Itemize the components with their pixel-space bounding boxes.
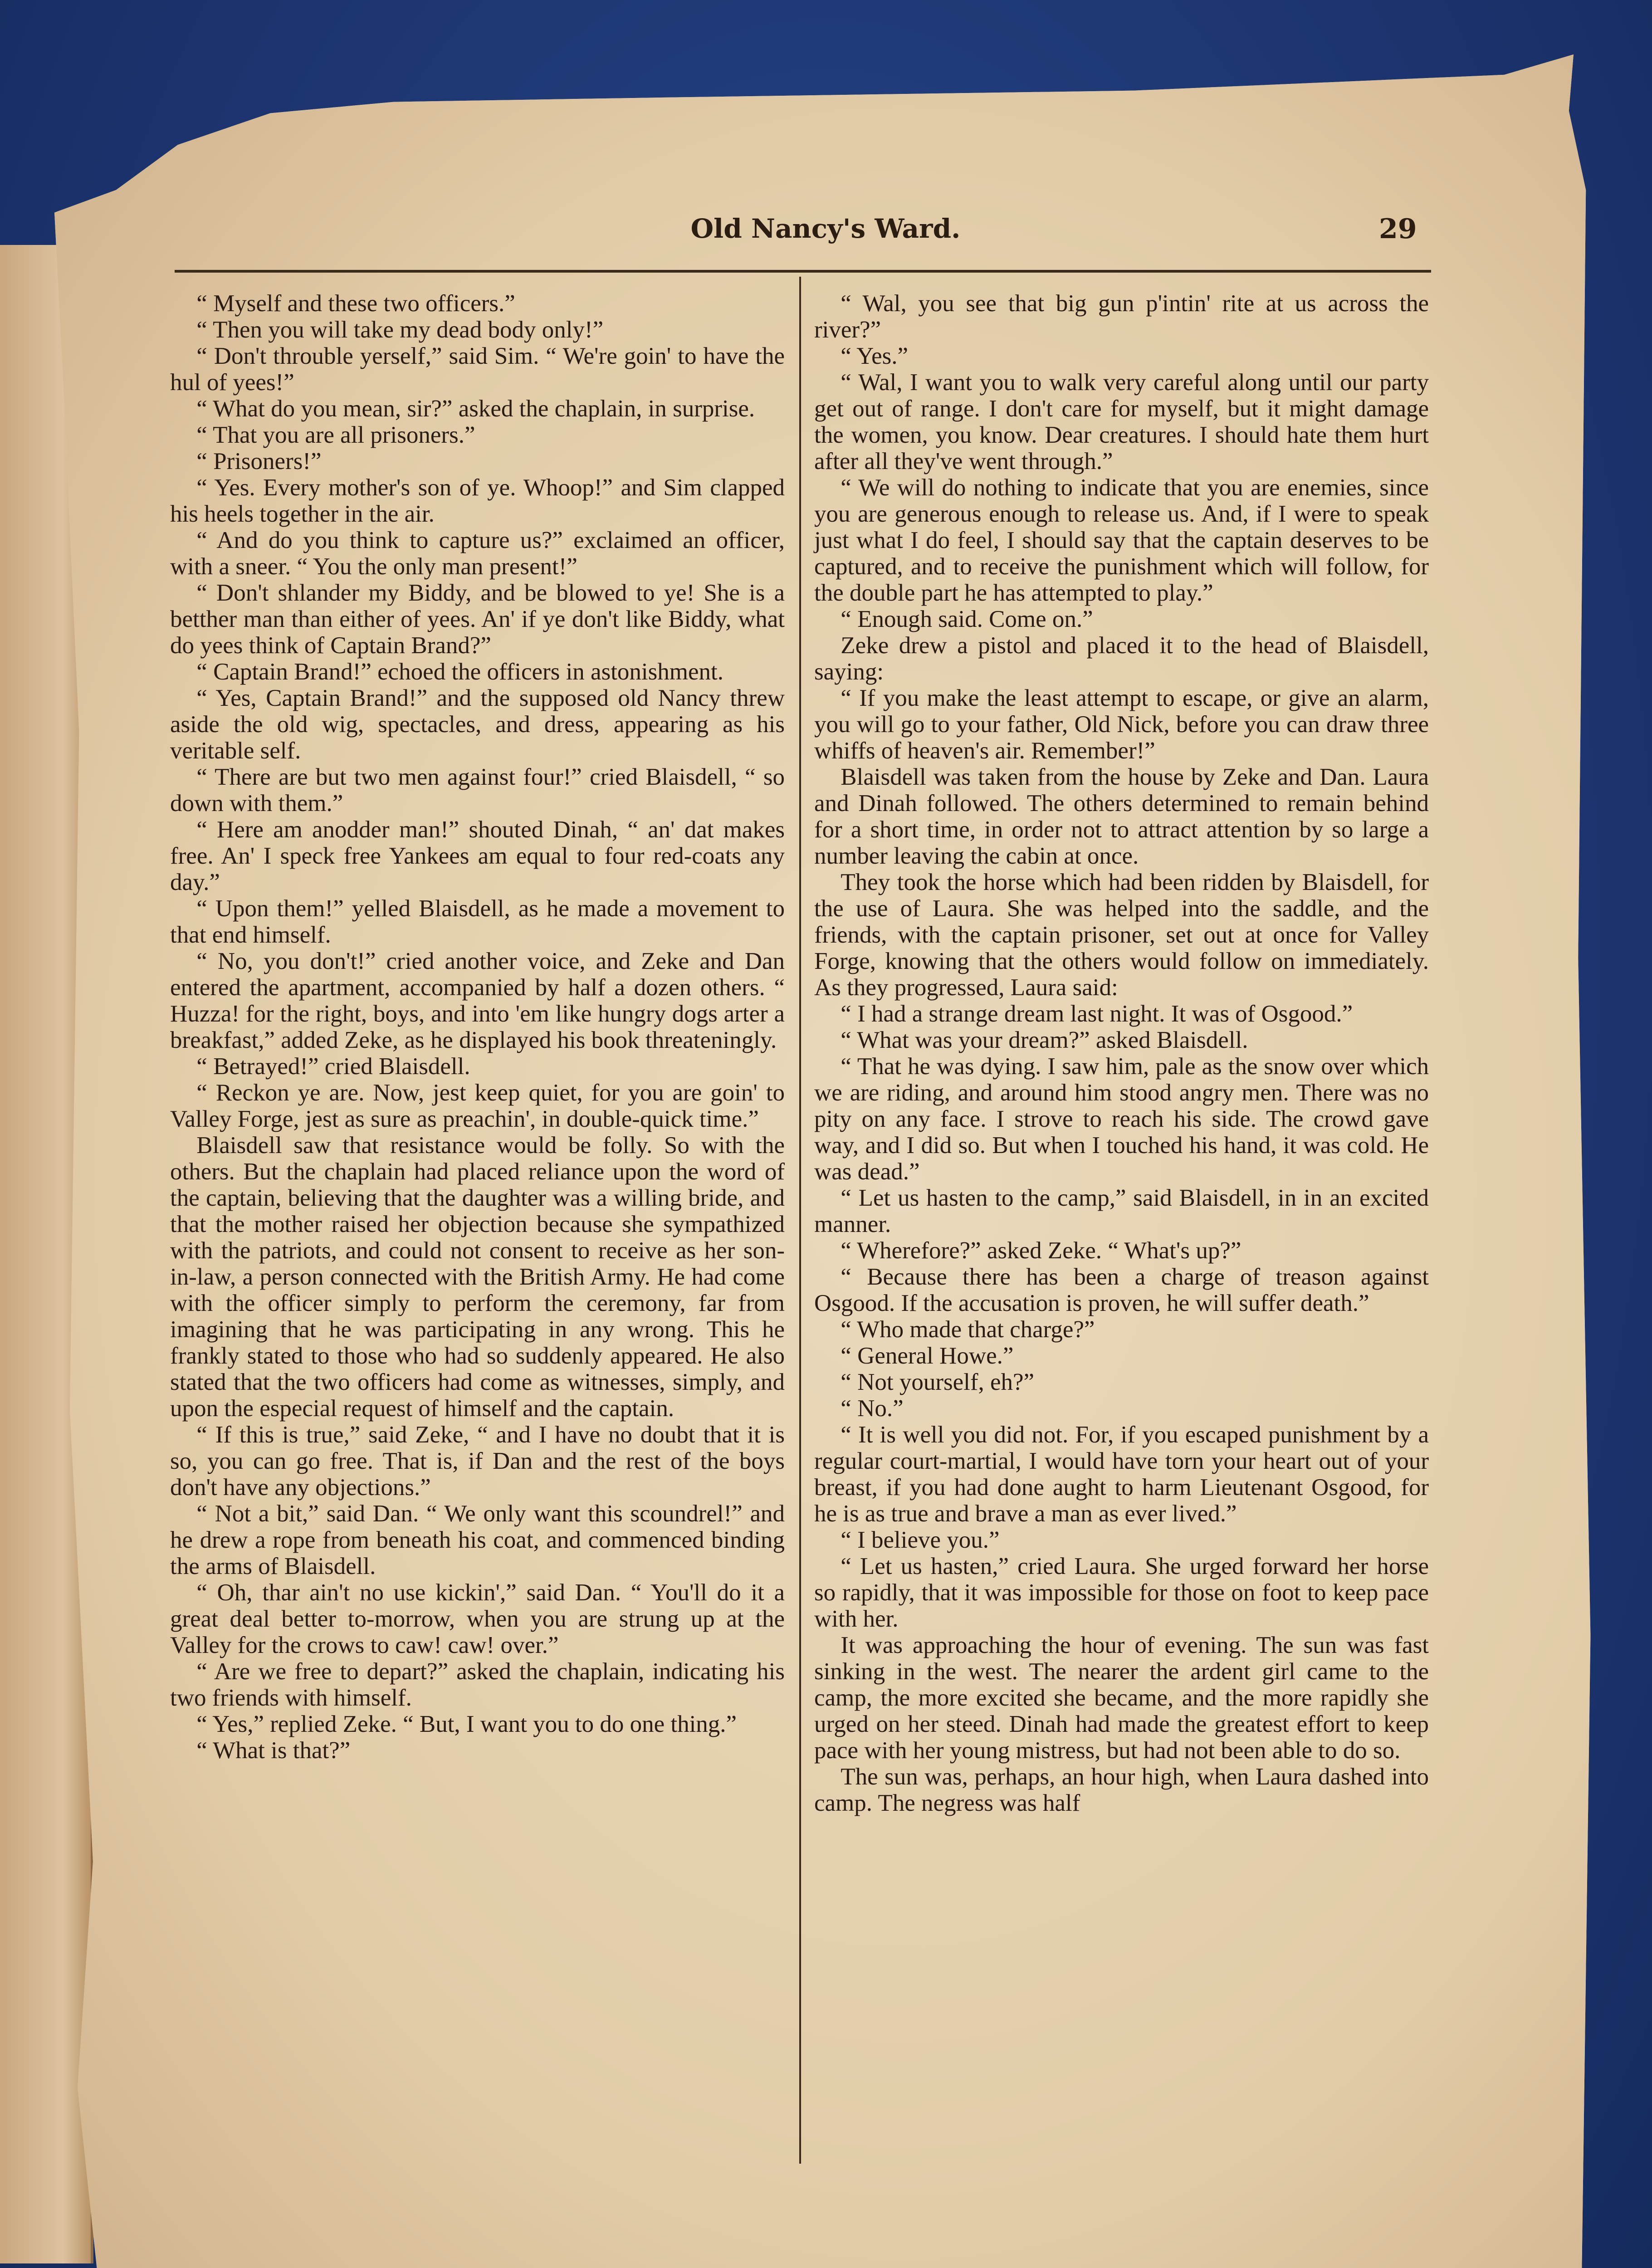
paragraph: “ Yes, Captain Brand!” and the supposed old Nancy threw aside the old wig, spectacles, and dress, appearing as his veritable self. bbox=[170, 685, 785, 764]
paragraph: “ If this is true,” said Zeke, “ and I have no doubt that it is so, you can go free. That is, if Dan and the rest of the boys don't have any objections.” bbox=[170, 1422, 785, 1501]
paragraph: Blaisdell was taken from the house by Zeke and Dan. Laura and Dinah followed. The others determined to remain behind for a short time, in order not to attract attention by so large a number leaving the cabin at once. bbox=[814, 764, 1429, 869]
page-number: 29 bbox=[1379, 213, 1417, 245]
paragraph: “ Myself and these two officers.” bbox=[196, 290, 515, 317]
paragraph: “ Yes,” replied Zeke. “ But, I want you to do one thing.” bbox=[196, 1711, 737, 1737]
paragraph: “ Not yourself, eh?” bbox=[841, 1369, 1035, 1395]
paragraph: “ Betrayed!” cried Blaisdell. bbox=[196, 1053, 470, 1080]
paragraph: “ We will do nothing to indicate that you are enemies, since you are generous enough to release us. And, if I were to speak just what I do feel, I should say that the captain deserves to be captured, and to receive the punishment which will follow, for the double part he has attempted to play.” bbox=[814, 474, 1429, 606]
paragraph: “ It is well you did not. For, if you escaped punishment by a regular court-martial, I would have torn your heart out of your breast, if you had done aught to harm Lieutenant Osgood, for he is as true and brave a man as ever lived.” bbox=[814, 1422, 1429, 1527]
paragraph: “ That you are all prisoners.” bbox=[196, 422, 475, 448]
paragraph: “ Because there has been a charge of treason against Osgood. If the accusation is proven, he will suffer death.” bbox=[814, 1264, 1429, 1316]
paragraph: “ What do you mean, sir?” asked the chaplain, in surprise. bbox=[196, 396, 755, 422]
paragraph: “ That he was dying. I saw him, pale as the snow over which we are riding, and around him stood angry men. There was no pity on any face. I strove to reach his side. The crowd gave way, and I did so. But when I touched his hand, it was cold. He was dead.” bbox=[814, 1053, 1429, 1185]
paragraph: “ No, you don't!” cried another voice, and Zeke and Dan entered the apartment, accompanied by half a dozen others. “ Huzza! for the right, boys, and into 'em like hungry dogs arter a breakfast,” added Zeke, as he displayed his book threateningly. bbox=[170, 948, 785, 1053]
paragraph: “ Then you will take my dead body only!” bbox=[196, 317, 604, 343]
header-rule bbox=[175, 270, 1431, 273]
paragraph: “ Prisoners!” bbox=[196, 448, 322, 474]
column-rule bbox=[799, 277, 801, 2164]
paragraph: “ Wal, I want you to walk very careful along until our party get out of range. I don't care for myself, but it might damage the women, you know. Dear creatures. I should hate them hurt after all they've went through.” bbox=[814, 369, 1429, 474]
paragraph: “ Not a bit,” said Dan. “ We only want this scoundrel!” and he drew a rope from beneath his coat, and commenced binding the arms of Blaisdell. bbox=[170, 1501, 785, 1579]
text-column-left bbox=[170, 290, 785, 1764]
paragraph: “ If you make the least attempt to escape, or give an alarm, you will go to your father, Old Nick, before you can draw three whiffs of heaven's air. Remember!” bbox=[814, 685, 1429, 764]
paragraph: “ No.” bbox=[841, 1395, 904, 1422]
paragraph: Blaisdell saw that resistance would be folly. So with the others. But the chaplain had placed reliance upon the word of the captain, believing that the daughter was a willing bride, and that the mother raised her objection because she sympathized with the patriots, and could not consent to receive as her son-in-law, a person connected with the British Army. He had come with the officer simply to perform the ceremony, far from imagining that he was participating in any wrong. This he frankly stated to those who had so suddenly appeared. He also stated that the two officers had come as witnesses, simply, and upon the especial request of himself and the captain. bbox=[170, 1132, 785, 1422]
paragraph: “ Captain Brand!” echoed the officers in astonishment. bbox=[196, 659, 724, 685]
paragraph: It was approaching the hour of evening. The sun was fast sinking in the west. The nearer the ardent girl came to the camp, the more excited she became, and the more rapidly she urged on her steed. Dinah had made the greatest effort to keep pace with her young mistress, but had not been able to do so. bbox=[814, 1632, 1429, 1764]
paragraph: “ Wal, you see that big gun p'intin' rite at us across the river?” bbox=[814, 290, 1429, 343]
paragraph: “ Wherefore?” asked Zeke. “ What's up?” bbox=[841, 1237, 1241, 1264]
paragraph: “ Let us hasten to the camp,” said Blaisdell, in in an excited manner. bbox=[814, 1185, 1429, 1237]
paragraph: “ General Howe.” bbox=[841, 1343, 1014, 1369]
text-column-right bbox=[814, 290, 1429, 1816]
paragraph: The sun was, perhaps, an hour high, when Laura dashed into camp. The negress was half bbox=[814, 1764, 1429, 1816]
paragraph: They took the horse which had been ridden by Blaisdell, for the use of Laura. She was helped into the saddle, and the friends, with the captain prisoner, set out at once for Valley Forge, knowing that the others would follow on immediately. As they progressed, Laura said: bbox=[814, 869, 1429, 1001]
running-title: Old Nancy's Ward. bbox=[690, 213, 961, 244]
paragraph: “ What is that?” bbox=[196, 1737, 351, 1764]
paragraph: “ There are but two men against four!” cried Blaisdell, “ so down with them.” bbox=[170, 764, 785, 816]
paragraph: “ Let us hasten,” cried Laura. She urged forward her horse so rapidly, that it was impossible for those on foot to keep pace with her. bbox=[814, 1553, 1429, 1632]
paragraph: “ And do you think to capture us?” exclaimed an officer, with a sneer. “ You the only man present!” bbox=[170, 527, 785, 580]
paragraph: “ I had a strange dream last night. It was of Osgood.” bbox=[841, 1001, 1353, 1027]
paragraph: “ Are we free to depart?” asked the chaplain, indicating his two friends with himself. bbox=[170, 1658, 785, 1711]
paragraph: “ Upon them!” yelled Blaisdell, as he made a movement to that end himself. bbox=[170, 895, 785, 948]
paragraph: Zeke drew a pistol and placed it to the head of Blaisdell, saying: bbox=[814, 632, 1429, 685]
paragraph: “ Reckon ye are. Now, jest keep quiet, for you are goin' to Valley Forge, jest as sure as preachin', in double-quick time.” bbox=[170, 1080, 785, 1132]
paragraph: “ Yes.” bbox=[841, 343, 908, 369]
paragraph: “ I believe you.” bbox=[841, 1527, 1000, 1553]
paragraph: “ Oh, thar ain't no use kickin',” said Dan. “ You'll do it a great deal better to-morrow, when you are strung up at the Valley for the crows to caw! caw! over.” bbox=[170, 1579, 785, 1658]
paragraph: “ Don't shlander my Biddy, and be blowed to ye! She is a betther man than either of yees. An' if ye don't like Biddy, what do yees think of Captain Brand?” bbox=[170, 580, 785, 659]
page-header bbox=[54, 213, 1597, 277]
paragraph: “ Who made that charge?” bbox=[841, 1316, 1095, 1343]
paragraph: “ Enough said. Come on.” bbox=[841, 606, 1093, 632]
paragraph: “ Don't throuble yerself,” said Sim. “ We're goin' to have the hul of yees!” bbox=[170, 343, 785, 396]
paragraph: “ What was your dream?” asked Blaisdell. bbox=[841, 1027, 1248, 1053]
paragraph: “ Here am anodder man!” shouted Dinah, “ an' dat makes free. An' I speck free Yankees am equal to four red-coats any day.” bbox=[170, 816, 785, 895]
paragraph: “ Yes. Every mother's son of ye. Whoop!” and Sim clapped his heels together in the air. bbox=[170, 474, 785, 527]
